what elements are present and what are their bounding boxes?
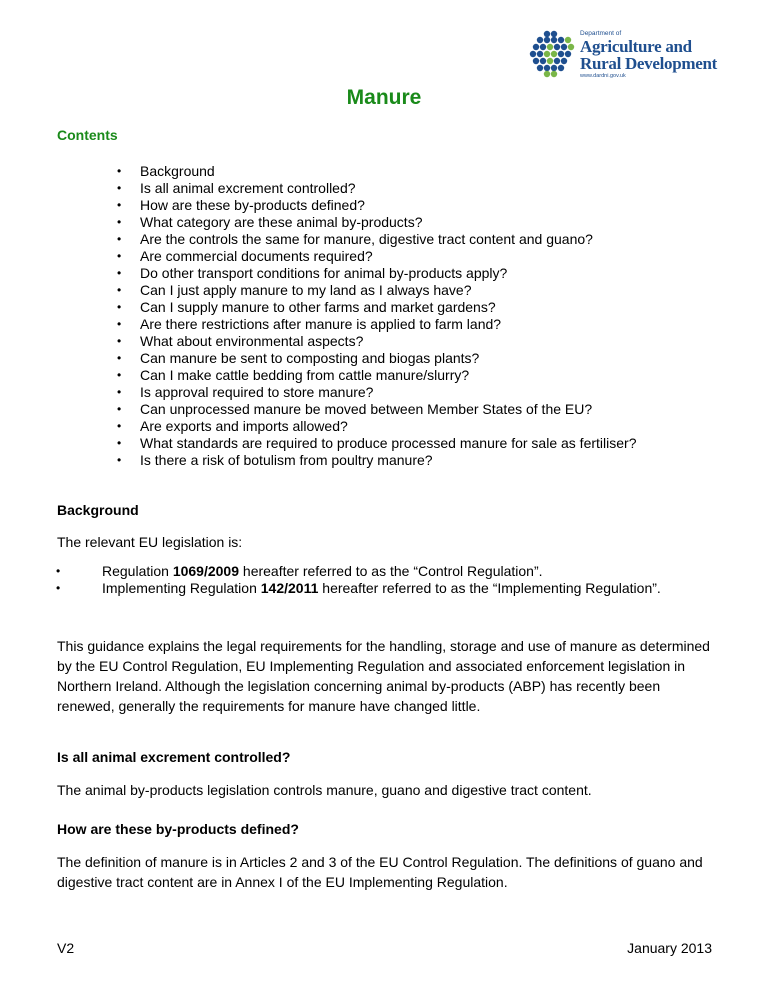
contents-item: • Can I make cattle bedding from cattle manure/slurry? xyxy=(140,367,636,384)
regulations-list xyxy=(102,563,662,597)
q1-heading: Is all animal excrement controlled? xyxy=(57,749,291,765)
regulation-item: • Regulation 1069/2009 hereafter referred to as the “Control Regulation”. xyxy=(102,563,662,580)
background-heading: Background xyxy=(57,502,139,518)
contents-item: • Are there restrictions after manure is applied to farm land? xyxy=(140,316,636,333)
contents-item: • Is approval required to store manure? xyxy=(140,384,636,401)
contents-list xyxy=(140,163,636,469)
contents-item: • Do other transport conditions for animal by-products apply? xyxy=(140,265,636,282)
logo-emblem-icon xyxy=(527,28,577,78)
contents-item: • Are the controls the same for manure, digestive tract content and guano? xyxy=(140,231,636,248)
logo-title-line2: Rural Development xyxy=(580,54,718,73)
contents-item: • Can unprocessed manure be moved between Member States of the EU? xyxy=(140,401,636,418)
contents-item: • Can I just apply manure to my land as I always have? xyxy=(140,282,636,299)
regulation-number: 142/2011 xyxy=(260,580,319,596)
dard-logo xyxy=(527,28,727,78)
footer-date: January 2013 xyxy=(627,940,712,956)
logo-department-text: Department of xyxy=(580,30,622,37)
q2-answer: The definition of manure is in Articles 2 and 3 of the EU Control Regulation. The definitions of guano and digestive tract content are in Annex I of the EU Implementing Regulation. xyxy=(57,854,703,890)
page-title: Manure xyxy=(346,86,422,109)
logo-url: www.dardni.gov.uk xyxy=(580,73,626,79)
legislation-intro: The relevant EU legislation is: xyxy=(57,534,243,550)
contents-item: • Can manure be sent to composting and biogas plants? xyxy=(140,350,636,367)
contents-item: • Background xyxy=(140,163,636,180)
contents-item: • Is all animal excrement controlled? xyxy=(140,180,636,197)
contents-item: • What category are these animal by-products? xyxy=(140,214,636,231)
logo-title-line1: Agriculture and xyxy=(580,37,692,56)
regulation-item: • Implementing Regulation 142/2011 hereafter referred to as the “Implementing Regulation”. xyxy=(102,580,662,597)
contents-item: • Is there a risk of botulism from poultry manure? xyxy=(140,452,636,469)
guidance-paragraph: This guidance explains the legal requirements for the handling, storage and use of manure as determined by the EU Control Regulation, EU Implementing Regulation and associated enforcement legislation in Northern Ireland. Although the legislation concerning animal by-products (ABP) has recently been renewed, generally the requirements for manure have changed little. xyxy=(57,638,710,714)
contents-item: • Are commercial documents required? xyxy=(140,248,636,265)
contents-item: • Are exports and imports allowed? xyxy=(140,418,636,435)
q2-heading: How are these by-products defined? xyxy=(57,821,299,837)
contents-item: • What about environmental aspects? xyxy=(140,333,636,350)
contents-item: • What standards are required to produce processed manure for sale as fertiliser? xyxy=(140,435,636,452)
contents-item: • Can I supply manure to other farms and market gardens? xyxy=(140,299,636,316)
contents-item: • How are these by-products defined? xyxy=(140,197,636,214)
footer-version: V2 xyxy=(57,940,75,956)
regulation-number: 1069/2009 xyxy=(172,563,240,579)
q1-answer: The animal by-products legislation controls manure, guano and digestive tract content. xyxy=(57,782,592,798)
contents-heading: Contents xyxy=(57,127,118,143)
